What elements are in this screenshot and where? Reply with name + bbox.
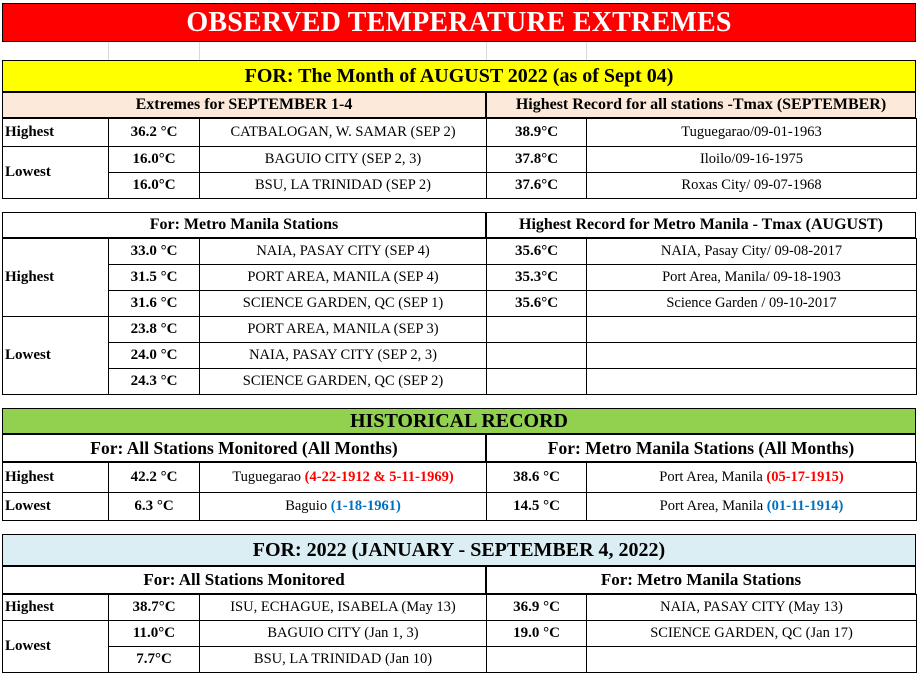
record-station: Tuguegarao/09-01-1963 [587, 119, 917, 147]
temp-value: 7.7°C [109, 647, 200, 673]
temp-value: 24.0 °C [109, 343, 200, 369]
record-date: (1-18-1961) [330, 498, 401, 514]
highest-label: Highest [3, 119, 109, 147]
record-station: Iloilo/09-16-1975 [587, 147, 917, 173]
station-name: SCIENCE GARDEN, QC (SEP 1) [200, 291, 487, 317]
station-text: Baguio [285, 498, 331, 514]
lowest-label: Lowest [3, 317, 109, 395]
temp-value: 38.7°C [109, 595, 200, 621]
record-value: 35.6°C [487, 239, 587, 265]
highest-label: Highest [3, 595, 109, 621]
record-value: 37.8°C [487, 147, 587, 173]
lowest-label: Lowest [3, 147, 109, 199]
sep-extremes-header: Extremes for SEPTEMBER 1-4 [2, 92, 486, 118]
station-name [200, 463, 487, 493]
highest-label: Highest [3, 463, 109, 493]
record-value: 37.6°C [487, 173, 587, 199]
record-date: (4-22-1912 & 5-11-1969) [304, 469, 454, 485]
record-value: 38.9°C [487, 119, 587, 147]
station-text: Port Area, Manila [659, 469, 767, 485]
table-row [3, 595, 917, 621]
station-name: NAIA, PASAY CITY (SEP 2, 3) [200, 343, 487, 369]
historical-banner: HISTORICAL RECORD [2, 408, 916, 434]
record-value: 35.6°C [487, 291, 587, 317]
table-row [3, 463, 917, 493]
station-name [200, 493, 487, 521]
temp-value: 31.5 °C [109, 265, 200, 291]
grid-line [586, 42, 587, 60]
table-row [3, 119, 917, 147]
record-station [587, 463, 917, 493]
record-station: SCIENCE GARDEN, QC (Jan 17) [587, 621, 917, 647]
record-value [487, 343, 587, 369]
record-value: 36.9 °C [487, 595, 587, 621]
temp-value: 31.6 °C [109, 291, 200, 317]
record-station: Science Garden / 09-10-2017 [587, 291, 917, 317]
historical-metro-header: For: Metro Manila Stations (All Months) [486, 434, 916, 462]
record-date: (05-17-1915) [766, 469, 844, 485]
year-table [2, 594, 917, 673]
sep-extremes-table [2, 118, 917, 199]
record-station [587, 343, 917, 369]
record-value: 35.3°C [487, 265, 587, 291]
station-name: ISU, ECHAGUE, ISABELA (May 13) [200, 595, 487, 621]
highest-label: Highest [3, 239, 109, 317]
station-name: NAIA, PASAY CITY (SEP 4) [200, 239, 487, 265]
record-station [587, 317, 917, 343]
lowest-label: Lowest [3, 493, 109, 521]
grid-line [199, 42, 200, 60]
record-value [487, 647, 587, 673]
metro-manila-header: For: Metro Manila Stations [2, 212, 486, 238]
temp-value: 24.3 °C [109, 369, 200, 395]
historical-table [2, 462, 917, 521]
record-station [587, 369, 917, 395]
table-row [3, 147, 917, 173]
station-name: PORT AREA, MANILA (SEP 4) [200, 265, 487, 291]
table-row [3, 265, 917, 291]
table-row [3, 291, 917, 317]
year-all-header: For: All Stations Monitored [2, 566, 486, 594]
table-row [3, 317, 917, 343]
table-row [3, 173, 917, 199]
sep-record-header: Highest Record for all stations -Tmax (SEPTEMBER) [486, 92, 916, 118]
record-station: Port Area, Manila/ 09-18-1903 [587, 265, 917, 291]
table-row [3, 621, 917, 647]
historical-all-header: For: All Stations Monitored (All Months) [2, 434, 486, 462]
station-name: PORT AREA, MANILA (SEP 3) [200, 317, 487, 343]
table-row [3, 369, 917, 395]
record-date: (01-11-1914) [766, 498, 844, 514]
table-row [3, 647, 917, 673]
station-name: SCIENCE GARDEN, QC (SEP 2) [200, 369, 487, 395]
station-name: BAGUIO CITY (SEP 2, 3) [200, 147, 487, 173]
metro-manila-table [2, 238, 917, 395]
station-name: BSU, LA TRINIDAD (SEP 2) [200, 173, 487, 199]
table-row [3, 493, 917, 521]
record-station [587, 647, 917, 673]
temp-value: 16.0°C [109, 173, 200, 199]
record-value: 38.6 °C [487, 463, 587, 493]
record-station: NAIA, Pasay City/ 09-08-2017 [587, 239, 917, 265]
station-name: CATBALOGAN, W. SAMAR (SEP 2) [200, 119, 487, 147]
temp-value: 36.2 °C [109, 119, 200, 147]
year-metro-header: For: Metro Manila Stations [486, 566, 916, 594]
temp-value: 11.0°C [109, 621, 200, 647]
station-name: BAGUIO CITY (Jan 1, 3) [200, 621, 487, 647]
station-text: Tuguegarao [232, 469, 305, 485]
lowest-label: Lowest [3, 621, 109, 673]
temp-value: 23.8 °C [109, 317, 200, 343]
station-name: BSU, LA TRINIDAD (Jan 10) [200, 647, 487, 673]
record-value [487, 317, 587, 343]
record-value: 14.5 °C [487, 493, 587, 521]
month-banner: FOR: The Month of AUGUST 2022 (as of Sept 04) [2, 60, 916, 92]
temp-value: 42.2 °C [109, 463, 200, 493]
table-row [3, 239, 917, 265]
record-station [587, 493, 917, 521]
year-banner: FOR: 2022 (JANUARY - SEPTEMBER 4, 2022) [2, 534, 916, 566]
record-value [487, 369, 587, 395]
record-value: 19.0 °C [487, 621, 587, 647]
temp-value: 16.0°C [109, 147, 200, 173]
record-station: NAIA, PASAY CITY (May 13) [587, 595, 917, 621]
record-station: Roxas City/ 09-07-1968 [587, 173, 917, 199]
temp-value: 6.3 °C [109, 493, 200, 521]
page-title: OBSERVED TEMPERATURE EXTREMES [2, 3, 916, 42]
table-row [3, 343, 917, 369]
grid-line [108, 42, 109, 60]
station-text: Port Area, Manila [659, 498, 767, 514]
temp-value: 33.0 °C [109, 239, 200, 265]
grid-line [486, 42, 487, 60]
metro-record-header: Highest Record for Metro Manila - Tmax (AUGUST) [486, 212, 916, 238]
